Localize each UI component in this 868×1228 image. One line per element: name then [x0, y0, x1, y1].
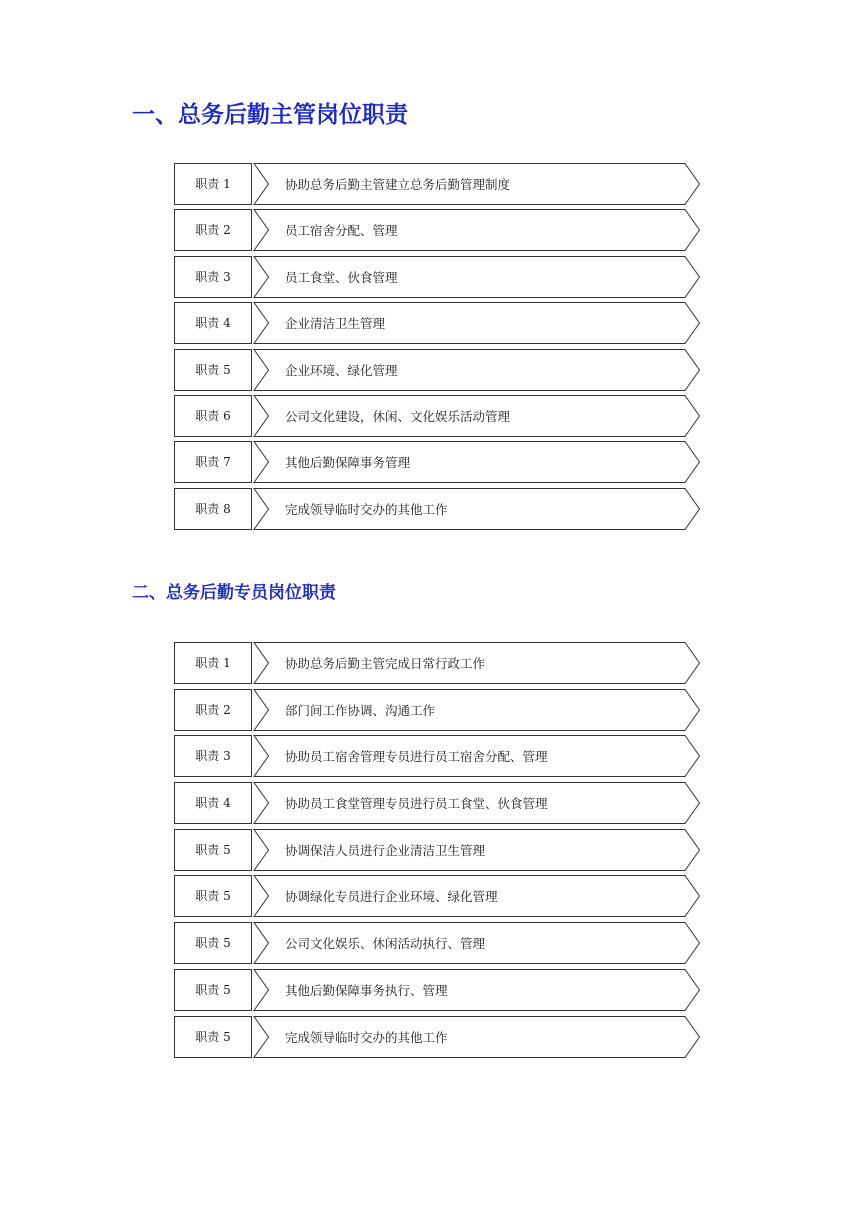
duty-label: 职责 5 [195, 936, 231, 951]
duty-row-frame [174, 209, 700, 251]
duty-label: 职责 1 [195, 656, 231, 670]
duty-label: 职责 3 [195, 749, 231, 764]
duty-label: 职责 2 [195, 702, 231, 717]
duty-row [174, 689, 700, 731]
duty-row [174, 922, 700, 964]
duty-label: 职责 5 [195, 1029, 231, 1044]
duty-label: 职责 5 [195, 889, 231, 904]
duty-row-frame [174, 441, 700, 483]
section-2-duty-list [174, 642, 700, 1062]
duty-label: 职责 5 [195, 842, 231, 857]
duty-row [174, 209, 700, 251]
duty-row [174, 969, 700, 1011]
duty-row [174, 349, 700, 391]
duty-row [174, 1016, 700, 1058]
duty-description: 员工食堂、伙食管理 [285, 269, 398, 285]
duty-description: 协调绿化专员进行企业环境、绿化管理 [285, 889, 498, 905]
duty-description: 完成领导临时交办的其他工作 [285, 501, 448, 517]
duty-label: 职责 7 [195, 455, 231, 470]
duty-row-frame [174, 302, 700, 344]
duty-row [174, 735, 700, 777]
section-1-title: 一、总务后勤主管岗位职责 [132, 102, 408, 128]
section-2-title: 二、总务后勤专员岗位职责 [132, 583, 336, 603]
duty-row [174, 642, 700, 684]
duty-description: 协助总务后勤主管完成日常行政工作 [285, 656, 486, 671]
duty-description: 部门间工作协调、沟通工作 [285, 702, 436, 718]
duty-description: 其他后勤保障事务管理 [285, 455, 411, 471]
section-1-duty-list [174, 163, 700, 534]
duty-label: 职责 8 [195, 501, 231, 516]
duty-row [174, 488, 700, 530]
duty-row [174, 829, 700, 871]
duty-row-frame [174, 689, 700, 731]
duty-description: 完成领导临时交办的其他工作 [285, 1029, 448, 1045]
duty-label: 职责 2 [195, 223, 231, 238]
duty-row [174, 302, 700, 344]
duty-label: 职责 5 [195, 982, 231, 997]
duty-row-frame [174, 349, 700, 391]
duty-row [174, 875, 700, 917]
duty-row [174, 163, 700, 205]
duty-description: 公司文化娱乐、休闲活动执行、管理 [285, 936, 486, 952]
duty-row-frame [174, 256, 700, 298]
duty-row [174, 782, 700, 824]
duty-label: 职责 3 [195, 269, 231, 284]
duty-description: 协助员工宿舍管理专员进行员工宿舍分配、管理 [285, 749, 548, 765]
duty-label: 职责 4 [195, 316, 231, 331]
duty-description: 协调保洁人员进行企业清洁卫生管理 [285, 842, 486, 858]
duty-label: 职责 1 [195, 177, 231, 191]
duty-description: 员工宿舍分配、管理 [285, 223, 398, 239]
duty-description: 协助总务后勤主管建立总务后勤管理制度 [285, 177, 511, 192]
duty-description: 公司文化建设，休闲、文化娱乐活动管理 [285, 408, 511, 424]
duty-description: 协助员工食堂管理专员进行员工食堂、伙食管理 [285, 796, 548, 812]
duty-row [174, 395, 700, 437]
duty-row [174, 256, 700, 298]
duty-label: 职责 5 [195, 362, 231, 377]
duty-row [174, 441, 700, 483]
duty-description: 企业清洁卫生管理 [285, 316, 386, 332]
duty-label: 职责 4 [195, 796, 231, 811]
duty-description: 企业环境、绿化管理 [285, 362, 398, 378]
duty-label: 职责 6 [195, 408, 231, 423]
duty-description: 其他后勤保障事务执行、管理 [285, 982, 448, 998]
